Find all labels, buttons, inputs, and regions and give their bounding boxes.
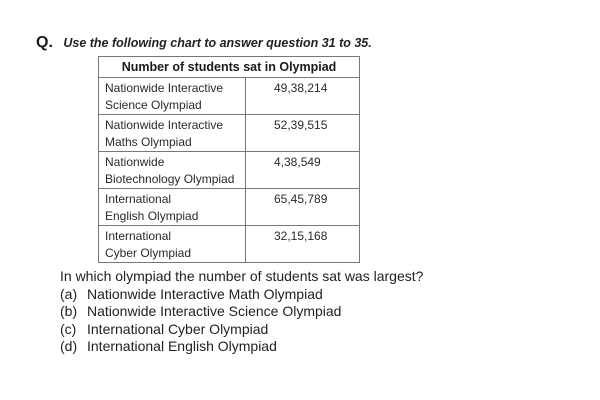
option-text: Nationwide Interactive Science Olympiad <box>87 303 342 319</box>
table-title: Number of students sat in Olympiad <box>99 57 360 78</box>
student-count-cell: 65,45,789 <box>246 189 360 226</box>
option-text: Nationwide Interactive Math Olympiad <box>87 285 323 302</box>
olympiad-name-line1: Nationwide Interactive <box>105 81 224 95</box>
option-label: (a) <box>60 285 78 302</box>
student-count-cell: 4,38,549 <box>246 152 360 189</box>
answer-option-c[interactable] <box>60 321 423 339</box>
table-header-row <box>99 57 360 78</box>
olympiad-name-line1: International <box>105 192 172 206</box>
question-text: In which olympiad the number of students sat was largest? <box>60 268 424 284</box>
answer-option-b[interactable] <box>60 303 423 321</box>
student-count-cell: 52,39,515 <box>246 115 360 152</box>
olympiad-name-cell <box>99 115 246 152</box>
table-row <box>99 115 360 152</box>
option-label: (b) <box>60 303 78 319</box>
table-row <box>99 226 360 263</box>
olympiad-table <box>98 56 360 263</box>
question-marker: Q. <box>36 34 53 51</box>
answer-option-d[interactable] <box>60 338 423 356</box>
option-label: (c) <box>60 320 77 337</box>
student-count-cell: 32,15,168 <box>246 226 360 263</box>
answer-option-a[interactable] <box>60 286 423 304</box>
olympiad-name-line2: Biotechnology Olympiad <box>105 172 235 186</box>
olympiad-name-line1: Nationwide <box>105 155 165 169</box>
olympiad-name-line2: English Olympiad <box>105 209 199 223</box>
olympiad-name-line1: International <box>105 229 172 243</box>
option-text: International Cyber Olympiad <box>87 320 269 337</box>
option-text: International English Olympiad <box>87 338 277 354</box>
olympiad-name-line2: Science Olympiad <box>105 98 202 112</box>
olympiad-name-cell <box>99 78 246 115</box>
olympiad-name-cell <box>99 189 246 226</box>
table-row <box>99 78 360 115</box>
question-instruction: Use the following chart to answer question 31 to 35. <box>63 36 372 50</box>
olympiad-name-line2: Cyber Olympiad <box>105 246 192 260</box>
student-count-cell: 49,38,214 <box>246 78 360 115</box>
table-row <box>99 189 360 226</box>
question-header <box>36 34 372 52</box>
option-label: (d) <box>60 338 78 354</box>
olympiad-name-line2: Maths Olympiad <box>105 135 192 149</box>
olympiad-name-cell <box>99 152 246 189</box>
olympiad-name-cell <box>99 226 246 263</box>
olympiad-name-line1: Nationwide Interactive <box>105 118 224 132</box>
table-row <box>99 152 360 189</box>
question-block <box>60 268 423 356</box>
